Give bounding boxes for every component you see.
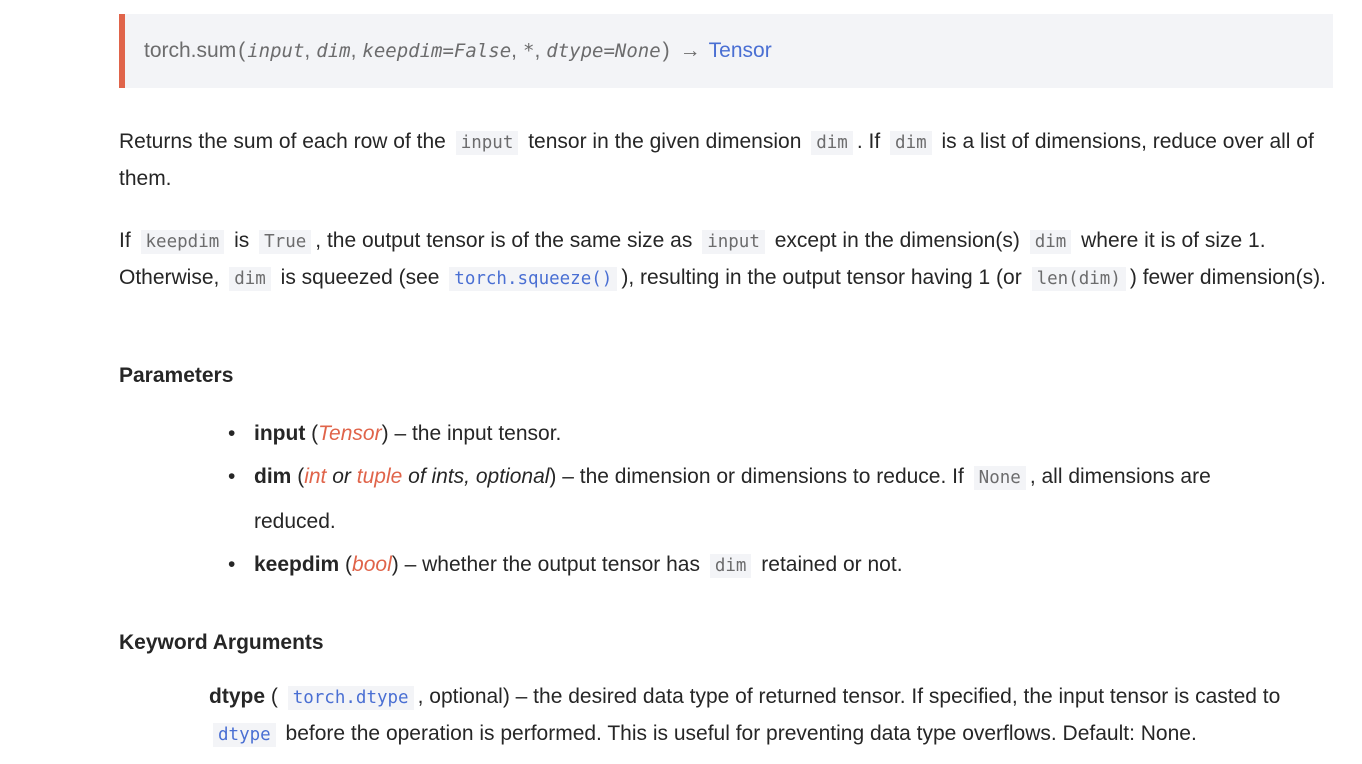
param-description: – the input tensor. <box>394 422 562 445</box>
param-name: dtype <box>209 685 266 708</box>
param-dtype: dtype=None <box>546 40 661 62</box>
text: . If <box>856 130 881 153</box>
inline-code: dim <box>811 131 853 155</box>
parameters-list <box>228 412 1288 588</box>
text: is squeezed (see <box>280 266 440 289</box>
int-type-link[interactable]: int <box>304 465 327 488</box>
text: or <box>332 465 351 488</box>
tuple-type-link[interactable]: tuple <box>356 465 403 488</box>
text: optional <box>475 465 550 488</box>
param-description: retained or not. <box>761 553 903 576</box>
parameters-heading: Parameters <box>119 364 234 387</box>
param-description: – the dimension or dimensions to reduce. If <box>562 465 964 488</box>
text: , the output tensor is of the same size as <box>315 229 693 252</box>
inline-code: True <box>259 230 311 254</box>
inline-code: len(dim) <box>1032 267 1126 291</box>
text: ( <box>297 465 305 488</box>
bullet-icon: • <box>228 465 236 488</box>
text: Returns the sum of each row of the <box>119 130 446 153</box>
bullet-icon: • <box>228 553 236 576</box>
param-description: – whether the output tensor has <box>404 553 700 576</box>
text: ( <box>345 553 353 576</box>
text: ) <box>391 553 399 576</box>
text: ) <box>381 422 389 445</box>
text: except in the dimension(s) <box>774 229 1020 252</box>
param-description: before the operation is performed. This is useful for preventing data type overflows. Default: None. <box>285 722 1197 745</box>
return-type-link[interactable]: Tensor <box>708 39 772 62</box>
param-name: dim <box>254 465 292 488</box>
inline-code: keepdim <box>141 230 225 254</box>
param-dim: dim <box>316 40 351 62</box>
dtype-link[interactable]: dtype <box>213 723 276 747</box>
text: ( <box>270 685 278 708</box>
param-description: , optional) – the desired data type of returned tensor. If specified, the input tensor is casted to <box>417 685 1281 708</box>
text: where it is of size 1. Otherwise, <box>119 229 1266 289</box>
text: If <box>119 229 131 252</box>
inline-code: dim <box>890 131 932 155</box>
bullet-icon: • <box>228 422 236 445</box>
text: ), resulting in the output tensor having 1 (or <box>621 266 1022 289</box>
inline-code: None <box>974 466 1026 490</box>
inline-code: input <box>702 230 765 254</box>
keepdim-paragraph <box>119 223 1334 297</box>
inline-code: dim <box>710 554 752 578</box>
param-star: * <box>522 40 535 62</box>
keyword-argument-dtype <box>209 679 1329 753</box>
param-item-input <box>228 412 1288 455</box>
text: is <box>234 229 250 252</box>
text: ) <box>549 465 557 488</box>
param-item-dim <box>228 455 1288 543</box>
text: ( <box>311 422 319 445</box>
text: is a list of dimensions, reduce over all of them. <box>119 130 1314 190</box>
open-paren: ( <box>238 39 246 62</box>
param-item-keepdim <box>228 543 1288 588</box>
param-name: input <box>254 422 306 445</box>
function-name: torch.sum <box>144 39 237 62</box>
bool-type-link[interactable]: bool <box>352 553 392 576</box>
text: tensor in the given dimension <box>528 130 802 153</box>
inline-code: dim <box>229 267 271 291</box>
description-paragraph <box>119 124 1334 197</box>
keyword-arguments-heading: Keyword Arguments <box>119 631 324 654</box>
close-paren: ) <box>662 39 670 62</box>
text: ) fewer dimension(s). <box>1129 266 1326 289</box>
function-signature: torch.sum ( input , dim , keepdim=False , * , dtype=None ) → Tensor <box>119 14 1333 88</box>
param-input: input <box>247 40 305 62</box>
param-keepdim: keepdim=False <box>362 40 512 62</box>
inline-code: dim <box>1030 230 1072 254</box>
arrow-icon: → <box>679 39 701 62</box>
param-name: keepdim <box>254 553 340 576</box>
tensor-type-link[interactable]: Tensor <box>318 422 382 445</box>
param-description: , all dimensions are reduced. <box>254 465 1211 533</box>
torch-dtype-link[interactable]: torch.dtype <box>288 686 414 710</box>
inline-code: input <box>456 131 519 155</box>
torch-squeeze-link[interactable]: torch.squeeze() <box>449 267 617 291</box>
text: of ints, <box>408 465 471 488</box>
